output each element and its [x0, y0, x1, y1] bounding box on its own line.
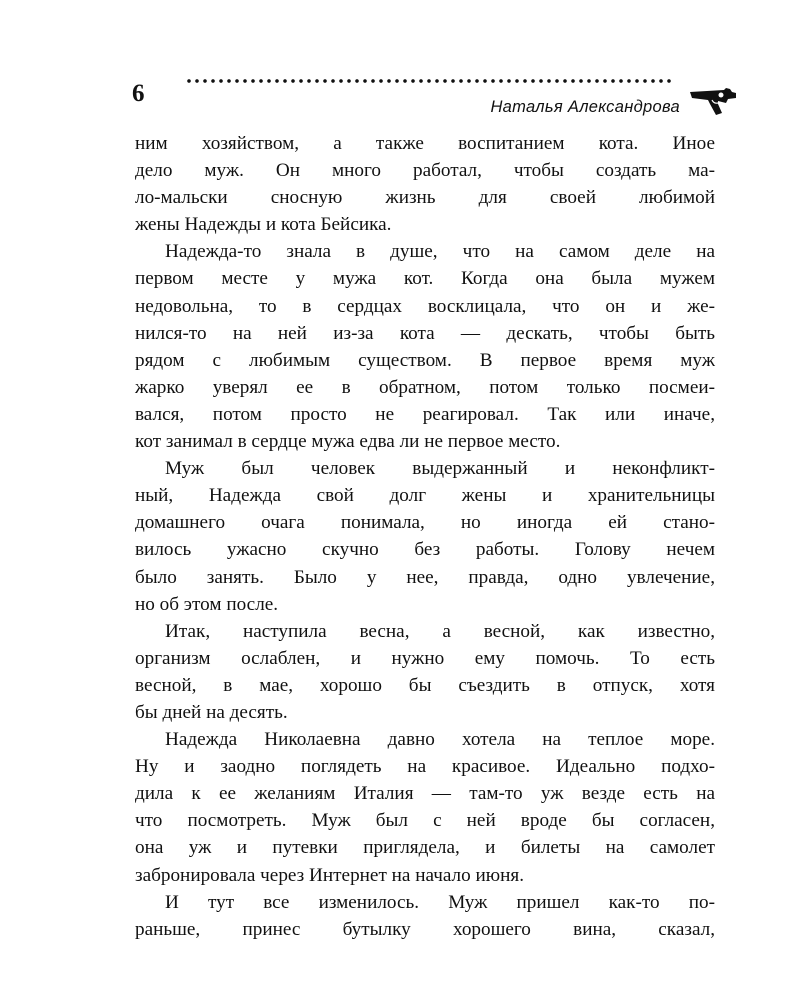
text-line: жарко уверял ее в обратном, потом только посмеи-	[135, 376, 715, 398]
text-line: вилось ужасно скучно без работы. Голову нечем	[135, 539, 715, 561]
text-line: Муж был человек выдержанный и неконфликт-	[165, 458, 715, 480]
body-text	[135, 130, 715, 943]
text-line: Надежда Николаевна давно хотела на теплое море.	[165, 729, 715, 751]
text-line: домашнего очага понимала, но иногда ей стано-	[135, 512, 715, 534]
text-line: что посмотреть. Муж был с ней вроде бы согласен,	[135, 810, 715, 832]
dotted-rule	[185, 77, 672, 89]
text-line: ло-мальски сносную жизнь для своей любимой	[135, 187, 715, 209]
text-line: но об этом после.	[135, 593, 279, 615]
text-line: Ну и заодно поглядеть на красивое. Идеально подхо-	[135, 756, 715, 778]
text-line: первом месте у мужа кот. Когда она была мужем	[135, 268, 715, 290]
text-line: было занять. Было у нее, правда, одно увлечение,	[135, 566, 715, 588]
text-line: И тут все изменилось. Муж пришел как-то по-	[165, 891, 715, 913]
text-line: организм ослаблен, и нужно ему помочь. То есть	[135, 647, 715, 669]
text-line: рядом с любимым существом. В первое время муж	[135, 349, 715, 371]
text-line: ним хозяйством, а также воспитанием кота. Иное	[135, 133, 715, 154]
text-line: недовольна, то в сердцах восклицала, что он и же-	[135, 295, 715, 317]
revolver-icon	[688, 86, 738, 116]
text-line: бы дней на десять.	[135, 701, 288, 723]
text-line: дила к ее желаниям Италия — там-то уж везде есть на	[135, 783, 715, 805]
text-line: ный, Надежда свой долг жены и хранительницы	[135, 485, 715, 507]
text-line: Надежда-то знала в душе, что на самом деле на	[165, 241, 715, 263]
text-line: весной, в мае, хорошо бы съездить в отпуск, хотя	[135, 674, 715, 696]
page-number: 6	[132, 80, 145, 107]
text-line: Итак, наступила весна, а весной, как известно,	[165, 620, 715, 642]
text-line: кот занимал в сердце мужа едва ли не первое место.	[135, 431, 561, 453]
text-line: жены Надежды и кота Бейсика.	[135, 214, 392, 236]
text-line: вался, потом просто не реагировал. Так или иначе,	[135, 403, 715, 425]
text-line: нился-то на ней из-за кота — дескать, чтобы быть	[135, 322, 715, 344]
text-line: забронировала через Интернет на начало июня.	[135, 864, 525, 886]
text-line: раньше, принес бутылку хорошего вина, сказал,	[135, 918, 715, 940]
running-head: Наталья Александрова	[490, 98, 680, 116]
text-line: она уж и путевки приглядела, и билеты на самолет	[135, 837, 715, 859]
text-line: дело муж. Он много работал, чтобы создать ма-	[135, 160, 715, 182]
